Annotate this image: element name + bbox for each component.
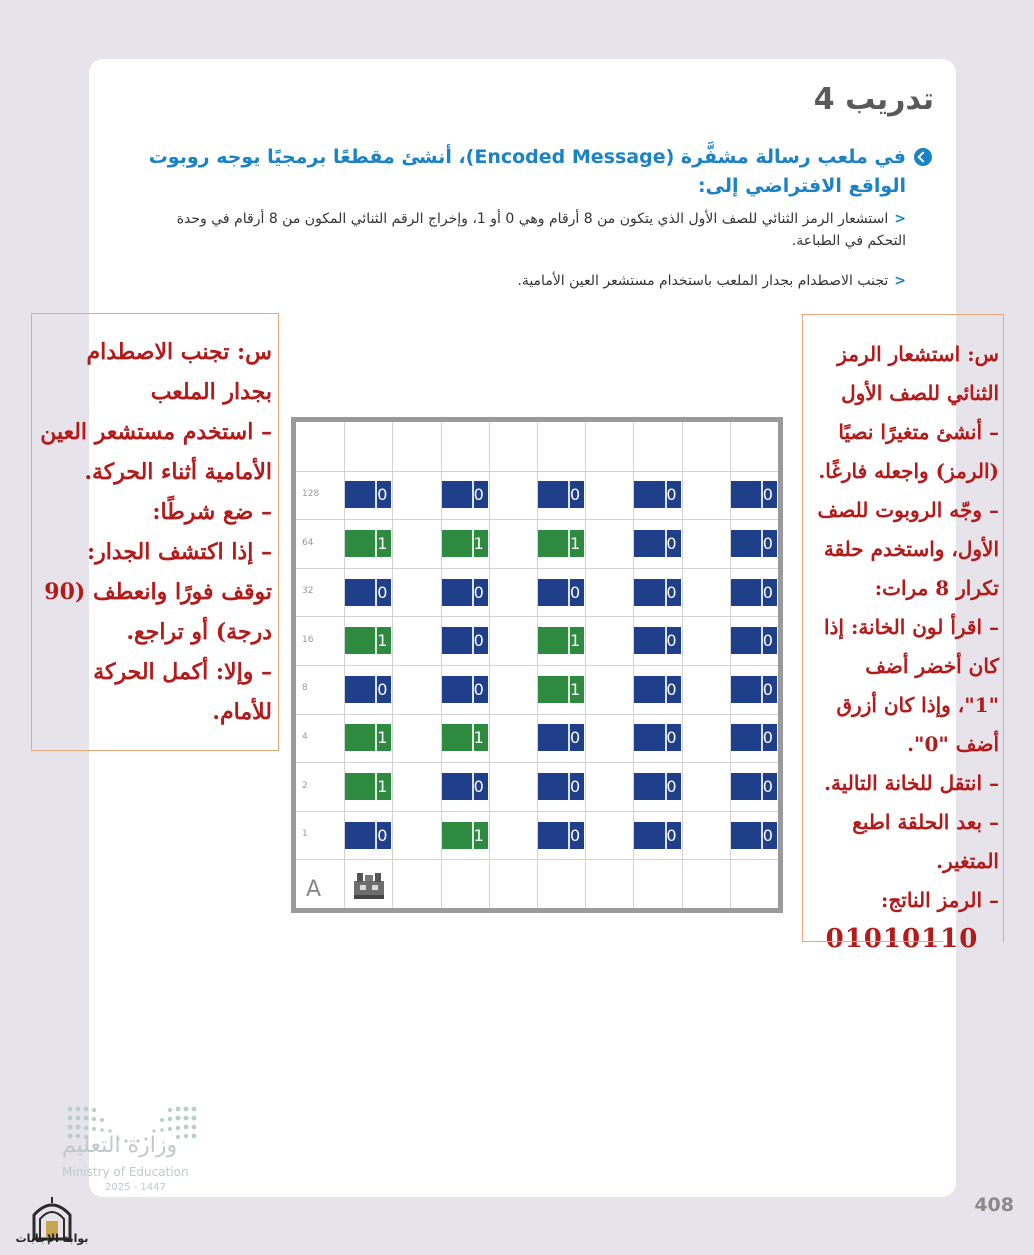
bit-cell: 1 bbox=[538, 530, 584, 557]
handwritten-note-right bbox=[802, 314, 1004, 954]
note-line: – بعد الحلقة اطبع bbox=[852, 810, 999, 834]
bit-cell: 0 bbox=[634, 676, 680, 703]
bit-cell: 0 bbox=[731, 676, 777, 703]
note-line: توقف فورًا وانعطف (90 bbox=[44, 579, 272, 605]
note-line: الثنائي للصف الأول bbox=[841, 381, 999, 405]
note-line: تكرار 8 مرات: bbox=[874, 576, 999, 600]
row-label: 2 bbox=[302, 780, 308, 791]
note-line: درجة) أو تراجع. bbox=[126, 619, 272, 645]
grid-line bbox=[296, 714, 778, 715]
bit-cell: 1 bbox=[442, 530, 488, 557]
arrow-circle-icon bbox=[914, 148, 932, 166]
bullet-sense-code bbox=[135, 208, 906, 252]
note-line: "1"، وإذا كان أزرق bbox=[836, 693, 999, 717]
grid-line bbox=[296, 859, 778, 860]
note-line: – وإلا: أكمل الحركة bbox=[93, 659, 272, 685]
note-line: – اقرأ لون الخانة: إذا bbox=[823, 615, 999, 639]
note-line: المتغير. bbox=[936, 849, 999, 873]
bit-cell: 0 bbox=[634, 724, 680, 751]
ministry-year: 2025 - 1447 bbox=[105, 1182, 166, 1193]
bit-cell: 0 bbox=[634, 627, 680, 654]
note-line: كان أخضر أضف bbox=[865, 654, 999, 678]
bit-cell: 0 bbox=[634, 530, 680, 557]
note-line: – إذا اكتشف الجدار: bbox=[86, 539, 272, 565]
note-line: س: استشعار الرمز bbox=[837, 342, 999, 366]
bit-cell: 1 bbox=[345, 724, 391, 751]
bit-cell: 1 bbox=[442, 724, 488, 751]
bit-cell: 0 bbox=[731, 481, 777, 508]
row-label: 16 bbox=[302, 634, 314, 645]
task-text: في ملعب رسالة مشفَّرة (Encoded Message)، أنشئ مقطعًا برمجيًا يوجه روبوت الواقع الافتراضي إلى: bbox=[148, 146, 906, 197]
bit-cell: 0 bbox=[634, 481, 680, 508]
playground-board bbox=[291, 417, 783, 913]
bit-cell: 0 bbox=[731, 773, 777, 800]
row-label: 1 bbox=[302, 829, 308, 840]
bit-cell: 0 bbox=[442, 627, 488, 654]
note-line: (الرمز) واجعله فارغًا. bbox=[818, 459, 999, 483]
bit-cell: 0 bbox=[731, 627, 777, 654]
note-line: للأمام. bbox=[212, 699, 272, 725]
bit-cell: 0 bbox=[731, 530, 777, 557]
bit-cell: 0 bbox=[731, 579, 777, 606]
bit-cell: 0 bbox=[538, 579, 584, 606]
bit-cell: 1 bbox=[345, 627, 391, 654]
bit-cell: 0 bbox=[442, 773, 488, 800]
bit-cell: 0 bbox=[345, 822, 391, 849]
bullet-text: تجنب الاصطدام بجدار الملعب باستخدام مستشعر العين الأمامية. bbox=[517, 273, 889, 289]
bit-cell: 0 bbox=[538, 724, 584, 751]
bullet-text: استشعار الرمز الثنائي للصف الأول الذي يتكون من 8 أرقام وهي 0 أو 1، وإخراج الرقم الثنائي المكون من 8 أرقام في وحدة التحكم في الطباعة. bbox=[176, 211, 906, 249]
grid-line bbox=[296, 568, 778, 569]
note-line: الأمامية أثناء الحركة. bbox=[84, 459, 272, 485]
grid-line bbox=[296, 616, 778, 617]
bit-cell: 0 bbox=[442, 481, 488, 508]
bit-cell: 0 bbox=[345, 481, 391, 508]
bit-cell: 0 bbox=[634, 822, 680, 849]
note-line: – ضع شرطًا: bbox=[152, 499, 272, 525]
note-line: الأول، واستخدم حلقة bbox=[823, 537, 999, 561]
bit-cell: 0 bbox=[731, 822, 777, 849]
note-line: س: تجنب الاصطدام bbox=[86, 339, 272, 365]
chevron-icon: < bbox=[894, 211, 906, 227]
note-line: أضف "0". bbox=[907, 732, 999, 756]
bit-cell: 0 bbox=[731, 724, 777, 751]
note-line: بجدار الملعب bbox=[150, 379, 272, 405]
note-line: – الرمز الناتج: bbox=[881, 888, 999, 912]
bit-cell: 0 bbox=[442, 579, 488, 606]
code-result: 01010110 bbox=[825, 924, 979, 954]
bit-cell: 0 bbox=[538, 773, 584, 800]
note-line: – استخدم مستشعر العين bbox=[40, 419, 272, 445]
bit-cell: 1 bbox=[442, 822, 488, 849]
bit-cell: 0 bbox=[345, 579, 391, 606]
bit-cell: 0 bbox=[538, 481, 584, 508]
grid-line bbox=[296, 665, 778, 666]
row-label: 64 bbox=[302, 537, 314, 548]
grid-line bbox=[296, 471, 778, 472]
bit-cell: 1 bbox=[345, 530, 391, 557]
bit-cell: 1 bbox=[538, 676, 584, 703]
row-label: 8 bbox=[302, 683, 308, 694]
bit-cell: 0 bbox=[442, 676, 488, 703]
page-number: 408 bbox=[974, 1194, 1014, 1216]
note-line: – أنشئ متغيرًا نصيًا bbox=[838, 420, 999, 444]
column-label: A bbox=[306, 877, 322, 902]
portal-name: بوابة الإجابات bbox=[15, 1232, 89, 1245]
bit-cell: 0 bbox=[538, 822, 584, 849]
row-label: 32 bbox=[302, 586, 314, 597]
chevron-icon: < bbox=[894, 273, 906, 289]
ministry-name-en: Ministry of Education bbox=[62, 1165, 189, 1179]
grid-line bbox=[296, 811, 778, 812]
handwritten-note-left bbox=[31, 313, 279, 751]
note-line: – وجّه الروبوت للصف bbox=[817, 498, 999, 522]
row-label: 4 bbox=[302, 731, 308, 742]
row-label: 128 bbox=[302, 488, 320, 499]
bit-cell: 0 bbox=[345, 676, 391, 703]
bullet-avoid-wall bbox=[135, 270, 906, 292]
note-line: – انتقل للخانة التالية. bbox=[824, 771, 999, 795]
bit-cell: 1 bbox=[538, 627, 584, 654]
grid-line bbox=[296, 762, 778, 763]
ministry-name-ar: وزارة التعليم bbox=[62, 1133, 178, 1158]
bit-cell: 0 bbox=[634, 579, 680, 606]
grid-line bbox=[296, 519, 778, 520]
bit-cell: 0 bbox=[634, 773, 680, 800]
exercise-title: تدريب 4 bbox=[813, 82, 934, 117]
bit-cell: 1 bbox=[345, 773, 391, 800]
robot-icon bbox=[351, 871, 387, 901]
board-grid bbox=[296, 422, 778, 908]
task-statement bbox=[130, 143, 906, 201]
